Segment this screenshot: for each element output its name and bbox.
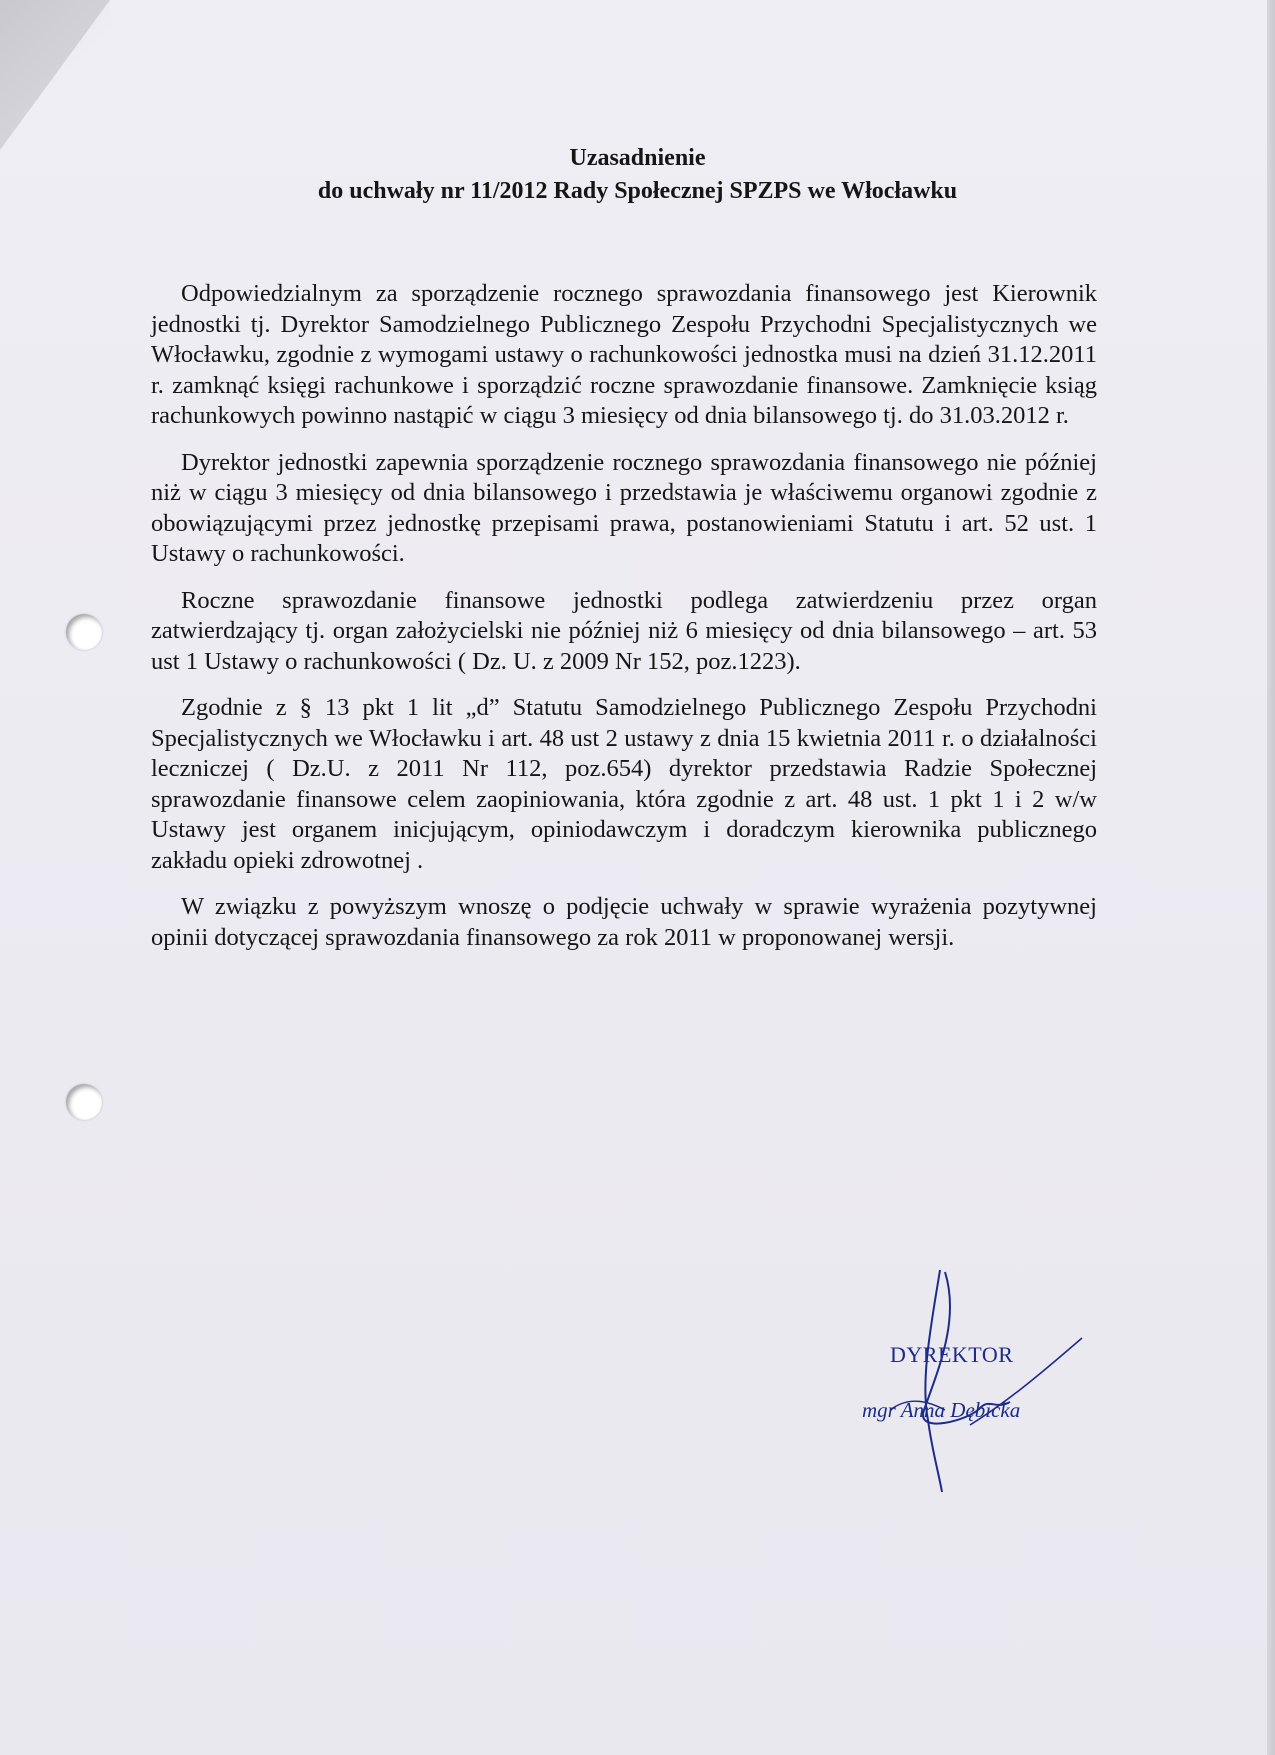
director-stamp xyxy=(820,1330,1100,1470)
page-edge xyxy=(1267,0,1275,1755)
paragraph-4: Zgodnie z § 13 pkt 1 lit „d” Statutu Samodzielnego Publicznego Zespołu Przychodni Specjalistycznych we Włocławku i art. 48 ust 2 ustawy z dnia 15 kwietnia 2011 r. o działalności leczniczej ( Dz.U. z 2011 Nr 112, poz.654) dyrektor przedstawia Radzie Społecznej sprawozdanie finansowe celem zaopiniowania, która zgodnie z art. 48 ust. 1 pkt 1 i 2 w/w Ustawy jest organem inicjującym, opiniodawczym i doradczym kierownika publicznego zakładu opieki zdrowotnej . xyxy=(151,694,1097,874)
paragraph-2: Dyrektor jednostki zapewnia sporządzenie rocznego sprawozdania finansowego nie później niż w ciągu 3 miesięcy od dnia bilansowego i przedstawia je właściwemu organowi zgodnie z obowiązującymi przez jednostkę przepisami prawa, postanowieniami Statutu i art. 52 ust. 1 Ustawy o rachunkowości. xyxy=(151,448,1097,567)
paragraph-1: Odpowiedzialnym za sporządzenie rocznego sprawozdania finansowego jest Kierownik jednostki tj. Dyrektor Samodzielnego Publicznego Zespołu Przychodni Specjalistycznych we Włocławku, zgodnie z wymogami ustawy o rachunkowości jednostka musi na dzień 31.12.2011 r. zamknąć księgi rachunkowe i sporządzić roczne sprawozdanie finansowe. Zamknięcie ksiąg rachunkowych powinno nastąpić w ciągu 3 miesięcy od dnia bilansowego tj. do 31.03.2012 r. xyxy=(151,280,1097,429)
paragraph-3: Roczne sprawozdanie finansowe jednostki podlega zatwierdzeniu przez organ zatwierdzający tj. organ założycielski nie później niż 6 miesięcy od dnia bilansowego – art. 53 ust 1 Ustawy o rachunkowości ( Dz. U. z 2009 Nr 152, poz.1223). xyxy=(151,586,1097,675)
document-subtitle: do uchwały nr 11/2012 Rady Społecznej SPZPS we Włocławku xyxy=(317,178,958,204)
punch-hole-bottom xyxy=(66,1084,102,1120)
document-body xyxy=(151,279,1097,969)
punch-hole-top xyxy=(66,614,102,650)
document-title: Uzasadnienie xyxy=(569,145,706,171)
paragraph-5: W związku z powyższym wnoszę o podjęcie uchwały w sprawie wyrażenia pozytywnej opinii dotyczącej sprawozdania finansowego za rok 2011 w proponowanej wersji. xyxy=(151,893,1097,951)
handwritten-signature xyxy=(820,1260,1100,1500)
stamp-title: DYREKTOR xyxy=(890,1342,1014,1367)
stamp-name: mgr Anna Dębicka xyxy=(862,1398,1021,1422)
